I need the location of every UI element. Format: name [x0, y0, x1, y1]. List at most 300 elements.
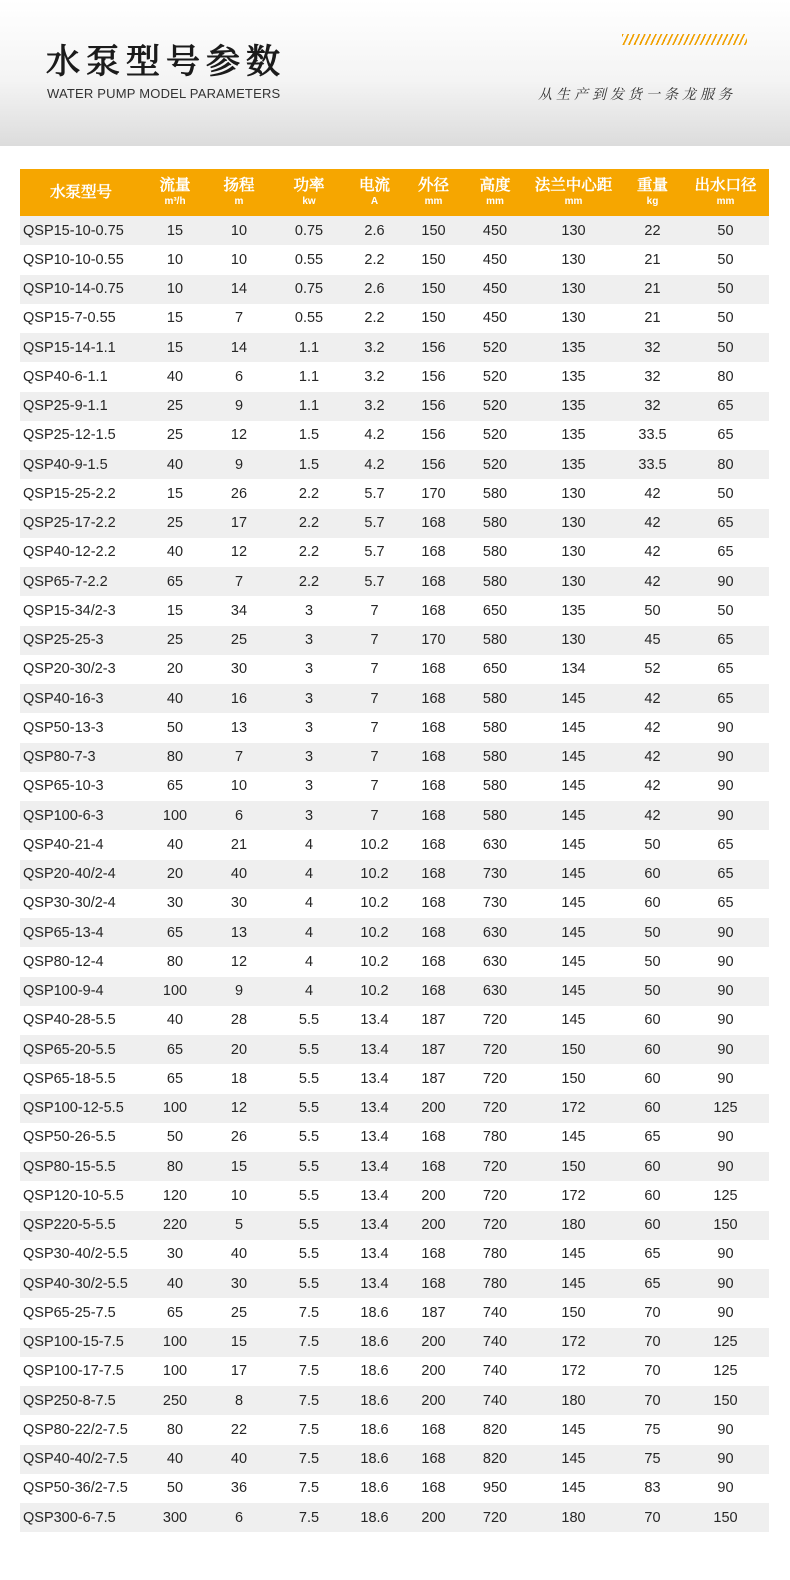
column-header [270, 169, 348, 216]
table-cell: 200 [421, 1363, 446, 1380]
model-cell: QSP80-15-5.5 [23, 1158, 116, 1175]
table-cell: 4 [304, 836, 314, 853]
table-cell: 10 [230, 778, 248, 795]
table-cell: 10.2 [360, 895, 389, 912]
table-cell: 7 [370, 719, 379, 736]
table-cell: 172 [561, 1363, 586, 1380]
table-cell: 90 [717, 1041, 734, 1058]
table-cell: 5.5 [298, 1129, 320, 1146]
table-cell: 145 [561, 1451, 586, 1468]
table-cell: 168 [421, 1246, 446, 1263]
table-cell: 50 [166, 1480, 184, 1497]
table-cell: 80 [717, 368, 734, 385]
table-row [20, 743, 769, 772]
table-cell: 15 [166, 485, 184, 502]
model-cell: QSP300-6-7.5 [23, 1509, 116, 1526]
table-cell: 50 [717, 310, 734, 327]
model-cell: QSP50-36/2-7.5 [23, 1480, 128, 1497]
table-cell: 630 [482, 836, 508, 853]
table-cell: 90 [717, 1421, 734, 1438]
table-cell: 1.1 [298, 368, 320, 385]
model-cell: QSP80-22/2-7.5 [23, 1421, 128, 1438]
table-cell: 820 [482, 1421, 508, 1438]
table-cell: 42 [644, 515, 661, 532]
table-cell: 50 [717, 251, 734, 268]
model-cell: QSP40-16-3 [23, 690, 104, 707]
table-row [20, 245, 769, 274]
table-cell: 90 [717, 1451, 734, 1468]
table-cell: 18.6 [360, 1334, 389, 1351]
table-cell: 156 [421, 368, 446, 385]
table-row [20, 1064, 769, 1093]
model-cell: QSP65-10-3 [23, 778, 104, 795]
table-cell: 135 [561, 427, 586, 444]
column-header [348, 169, 401, 216]
table-cell: 200 [421, 1100, 446, 1117]
table-cell: 130 [561, 632, 586, 649]
table-cell: 32 [644, 398, 661, 415]
table-cell: 3 [304, 778, 314, 795]
table-cell: 520 [482, 456, 508, 473]
table-cell: 20 [166, 661, 184, 678]
table-cell: 40 [166, 1012, 184, 1029]
table-cell: 187 [421, 1041, 446, 1058]
model-cell: QSP40-40/2-7.5 [23, 1451, 128, 1468]
table-row [20, 538, 769, 567]
column-header-unit: mm [564, 195, 583, 207]
table-cell: 13.4 [360, 1041, 389, 1058]
table-cell: 50 [717, 602, 734, 619]
table-cell: 3 [304, 719, 314, 736]
table-cell: 40 [166, 544, 184, 561]
table-cell: 7.5 [298, 1421, 320, 1438]
table-cell: 50 [644, 602, 661, 619]
model-cell: QSP10-14-0.75 [23, 281, 124, 298]
table-cell: 18.6 [360, 1480, 389, 1497]
table-row [20, 918, 769, 947]
table-cell: 90 [717, 1129, 734, 1146]
column-header [524, 169, 623, 216]
table-cell: 145 [561, 1421, 586, 1438]
table-cell: 730 [482, 895, 508, 912]
table-cell: 7 [234, 310, 244, 327]
table-cell: 168 [421, 544, 446, 561]
table-cell: 10 [230, 222, 248, 239]
table-cell: 145 [561, 1246, 586, 1263]
table-cell: 580 [482, 573, 508, 590]
table-cell: 168 [421, 1421, 446, 1438]
table-cell: 80 [717, 456, 734, 473]
table-cell: 30 [166, 895, 184, 912]
table-cell: 33.5 [638, 456, 667, 473]
table-row [20, 830, 769, 859]
column-header-unit: mm [486, 195, 504, 207]
table-cell: 135 [561, 398, 586, 415]
column-header-unit: kw [302, 195, 316, 207]
table-cell: 65 [166, 1041, 184, 1058]
table-cell: 168 [421, 1480, 446, 1497]
table-cell: 13.4 [360, 1100, 389, 1117]
table-cell: 200 [421, 1217, 446, 1234]
table-cell: 168 [421, 924, 446, 941]
table-cell: 5.7 [364, 573, 385, 590]
table-row [20, 1211, 769, 1240]
table-cell: 45 [644, 632, 661, 649]
table-cell: 60 [644, 1070, 661, 1087]
table-cell: 21 [644, 310, 661, 327]
table-cell: 145 [561, 690, 586, 707]
table-cell: 180 [561, 1217, 586, 1234]
table-cell: 65 [166, 573, 184, 590]
table-cell: 5.7 [364, 544, 385, 561]
table-cell: 80 [166, 749, 184, 766]
table-cell: 134 [561, 661, 586, 678]
table-cell: 50 [717, 281, 734, 298]
column-header-unit: mm [716, 195, 735, 207]
table-cell: 450 [482, 222, 508, 239]
table-cell: 60 [644, 1217, 661, 1234]
table-cell: 90 [717, 953, 734, 970]
table-cell: 7 [370, 602, 379, 619]
table-cell: 145 [561, 719, 586, 736]
table-cell: 18.6 [360, 1392, 389, 1409]
table-cell: 9 [234, 983, 244, 1000]
table-cell: 520 [482, 427, 508, 444]
table-cell: 13.4 [360, 1187, 389, 1204]
table-cell: 30 [230, 1275, 248, 1292]
table-cell: 90 [717, 1070, 734, 1087]
table-cell: 7 [370, 632, 379, 649]
page-subtitle: WATER PUMP MODEL PARAMETERS [47, 86, 281, 101]
decorative-slashes [622, 34, 747, 45]
table-cell: 145 [561, 1275, 586, 1292]
table-cell: 50 [717, 485, 734, 502]
table-cell: 156 [421, 427, 446, 444]
table-cell: 5.5 [298, 1275, 320, 1292]
table-cell: 168 [421, 602, 446, 619]
table-cell: 18.6 [360, 1451, 389, 1468]
table-cell: 12 [230, 953, 248, 970]
table-cell: 4 [304, 866, 314, 883]
table-cell: 740 [482, 1334, 508, 1351]
table-row [20, 1298, 769, 1327]
table-cell: 150 [421, 222, 446, 239]
table-cell: 5.7 [364, 485, 385, 502]
table-cell: 200 [421, 1509, 446, 1526]
table-cell: 40 [230, 1246, 248, 1263]
table-cell: 172 [561, 1334, 586, 1351]
table-cell: 60 [644, 1100, 661, 1117]
table-cell: 8 [234, 1392, 244, 1409]
table-row [20, 1094, 769, 1123]
table-cell: 125 [713, 1187, 738, 1204]
table-cell: 150 [561, 1304, 586, 1321]
table-cell: 4 [304, 895, 314, 912]
table-cell: 168 [421, 866, 446, 883]
table-cell: 15 [166, 602, 184, 619]
table-cell: 7.5 [298, 1392, 320, 1409]
table-cell: 0.55 [294, 251, 324, 268]
table-row [20, 801, 769, 830]
table-cell: 135 [561, 602, 586, 619]
table-cell: 20 [166, 866, 184, 883]
table-cell: 0.75 [294, 281, 324, 298]
table-cell: 4.2 [364, 427, 385, 444]
table-row [20, 1006, 769, 1035]
table-cell: 40 [166, 836, 184, 853]
table-cell: 65 [166, 924, 184, 941]
model-cell: QSP100-15-7.5 [23, 1334, 124, 1351]
table-cell: 5.5 [298, 1012, 320, 1029]
table-cell: 168 [421, 895, 446, 912]
table-cell: 156 [421, 398, 446, 415]
table-cell: 150 [713, 1509, 738, 1526]
table-cell: 50 [717, 222, 734, 239]
table-cell: 90 [717, 924, 734, 941]
table-cell: 950 [482, 1480, 508, 1497]
column-header [208, 169, 270, 216]
table-cell: 21 [644, 281, 661, 298]
column-header-unit: kg [646, 195, 659, 207]
table-cell: 42 [644, 690, 661, 707]
table-cell: 1.5 [298, 427, 320, 444]
table-cell: 36 [230, 1480, 248, 1497]
table-cell: 2.2 [298, 573, 320, 590]
model-cell: QSP25-9-1.1 [23, 398, 108, 415]
table-cell: 150 [421, 251, 446, 268]
table-cell: 2.2 [364, 251, 385, 268]
table-cell: 50 [644, 983, 661, 1000]
column-header [142, 169, 208, 216]
table-cell: 130 [561, 573, 586, 590]
table-cell: 150 [713, 1217, 738, 1234]
table-cell: 168 [421, 1275, 446, 1292]
table-row [20, 1328, 769, 1357]
table-row [20, 772, 769, 801]
table-cell: 40 [166, 690, 184, 707]
table-cell: 17 [230, 1363, 248, 1380]
table-cell: 156 [421, 456, 446, 473]
table-cell: 15 [230, 1158, 248, 1175]
table-cell: 65 [717, 866, 734, 883]
table-cell: 50 [644, 924, 661, 941]
table-cell: 10.2 [360, 866, 389, 883]
table-cell: 172 [561, 1100, 586, 1117]
table-cell: 10 [230, 251, 248, 268]
table-cell: 168 [421, 807, 446, 824]
table-cell: 720 [482, 1187, 508, 1204]
table-row [20, 1503, 769, 1532]
table-row [20, 1181, 769, 1210]
table-cell: 580 [482, 515, 508, 532]
table-cell: 250 [162, 1392, 188, 1409]
table-cell: 13 [230, 719, 248, 736]
table-cell: 21 [644, 251, 661, 268]
table-cell: 10.2 [360, 836, 389, 853]
table-cell: 168 [421, 1451, 446, 1468]
model-cell: QSP40-21-4 [23, 836, 104, 853]
table-cell: 90 [717, 983, 734, 1000]
table-row [20, 1445, 769, 1474]
table-cell: 65 [166, 778, 184, 795]
table-cell: 70 [644, 1304, 661, 1321]
table-cell: 130 [561, 515, 586, 532]
model-cell: QSP25-25-3 [23, 632, 104, 649]
table-cell: 150 [421, 281, 446, 298]
table-row [20, 713, 769, 742]
table-row [20, 1415, 769, 1444]
table-cell: 150 [561, 1041, 586, 1058]
table-cell: 40 [166, 368, 184, 385]
table-cell: 7.5 [298, 1334, 320, 1351]
table-cell: 5.5 [298, 1158, 320, 1175]
table-cell: 7 [234, 573, 244, 590]
column-header-label: 水泵型号 [49, 182, 112, 201]
table-cell: 3 [304, 602, 314, 619]
table-cell: 100 [162, 1363, 188, 1380]
model-cell: QSP30-30/2-4 [23, 895, 116, 912]
table-cell: 780 [482, 1246, 508, 1263]
table-cell: 5.7 [364, 515, 385, 532]
table-cell: 13.4 [360, 1158, 389, 1175]
table-cell: 25 [166, 398, 184, 415]
table-cell: 7.5 [298, 1480, 320, 1497]
table-cell: 9 [234, 456, 244, 473]
table-cell: 168 [421, 953, 446, 970]
table-body [20, 216, 769, 1532]
table-cell: 42 [644, 544, 661, 561]
table-cell: 90 [717, 573, 734, 590]
table-cell: 14 [230, 339, 248, 356]
table-cell: 720 [482, 1217, 508, 1234]
table-cell: 25 [166, 515, 184, 532]
column-header-label: 重量 [636, 176, 668, 195]
table-cell: 3 [304, 749, 314, 766]
table-cell: 10.2 [360, 953, 389, 970]
column-header-unit: m [234, 195, 244, 207]
table-cell: 7.5 [298, 1304, 320, 1321]
column-header [623, 169, 682, 216]
table-cell: 42 [644, 573, 661, 590]
table-cell: 42 [644, 749, 661, 766]
table-cell: 26 [230, 485, 248, 502]
table-cell: 1.5 [298, 456, 320, 473]
table-cell: 12 [230, 1100, 248, 1117]
model-cell: QSP220-5-5.5 [23, 1217, 116, 1234]
model-cell: QSP20-30/2-3 [23, 661, 116, 678]
model-cell: QSP20-40/2-4 [23, 866, 116, 883]
table-cell: 15 [166, 310, 184, 327]
table-cell: 65 [644, 1129, 661, 1146]
column-header-label: 流量 [159, 176, 191, 195]
table-cell: 7.5 [298, 1509, 320, 1526]
table-cell: 65 [717, 661, 734, 678]
table-cell: 10.2 [360, 983, 389, 1000]
table-cell: 65 [166, 1070, 184, 1087]
table-row [20, 304, 769, 333]
table-cell: 5 [234, 1217, 244, 1234]
table-cell: 60 [644, 1187, 661, 1204]
table-cell: 70 [644, 1363, 661, 1380]
table-row [20, 1269, 769, 1298]
column-header [466, 169, 524, 216]
table-row [20, 1240, 769, 1269]
table-cell: 90 [717, 749, 734, 766]
model-cell: QSP15-7-0.55 [23, 310, 116, 327]
table-row [20, 1123, 769, 1152]
table-row [20, 450, 769, 479]
table-cell: 30 [166, 1246, 184, 1263]
model-cell: QSP40-12-2.2 [23, 544, 116, 561]
table-row [20, 567, 769, 596]
table-cell: 630 [482, 983, 508, 1000]
table-cell: 13 [230, 924, 248, 941]
table-cell: 10 [166, 281, 184, 298]
table-cell: 13.4 [360, 1070, 389, 1087]
table-cell: 40 [230, 1451, 248, 1468]
table-cell: 7 [370, 778, 379, 795]
table-cell: 120 [162, 1187, 188, 1204]
table-cell: 33.5 [638, 427, 667, 444]
table-cell: 520 [482, 339, 508, 356]
table-cell: 180 [561, 1509, 586, 1526]
column-header-label: 电流 [358, 176, 390, 195]
table-row [20, 392, 769, 421]
table-cell: 15 [166, 339, 184, 356]
model-cell: QSP15-14-1.1 [23, 339, 116, 356]
table-row [20, 216, 769, 245]
table-cell: 13.4 [360, 1129, 389, 1146]
table-cell: 65 [644, 1275, 661, 1292]
table-row [20, 860, 769, 889]
table-cell: 4 [304, 983, 314, 1000]
model-cell: QSP65-13-4 [23, 924, 104, 941]
table-cell: 5.5 [298, 1070, 320, 1087]
table-cell: 220 [162, 1217, 188, 1234]
table-cell: 7.5 [298, 1451, 320, 1468]
table-cell: 740 [482, 1363, 508, 1380]
table-cell: 90 [717, 1275, 734, 1292]
model-cell: QSP65-20-5.5 [23, 1041, 116, 1058]
table-cell: 5.5 [298, 1187, 320, 1204]
model-cell: QSP65-7-2.2 [23, 573, 108, 590]
table-cell: 168 [421, 1129, 446, 1146]
table-cell: 145 [561, 807, 586, 824]
table-cell: 18.6 [360, 1509, 389, 1526]
table-cell: 18.6 [360, 1421, 389, 1438]
column-header-label: 功率 [293, 176, 325, 195]
table-cell: 130 [561, 544, 586, 561]
table-cell: 90 [717, 778, 734, 795]
table-cell: 2.2 [364, 310, 385, 327]
table-cell: 4 [304, 924, 314, 941]
table-cell: 9 [234, 398, 244, 415]
table-cell: 40 [166, 456, 184, 473]
table-cell: 18.6 [360, 1304, 389, 1321]
table-cell: 50 [644, 953, 661, 970]
table-cell: 168 [421, 719, 446, 736]
table-cell: 4.2 [364, 456, 385, 473]
model-cell: QSP100-6-3 [23, 807, 104, 824]
model-cell: QSP15-10-0.75 [23, 222, 124, 239]
table-cell: 145 [561, 1012, 586, 1029]
table-cell: 18 [230, 1070, 248, 1087]
table-row [20, 479, 769, 508]
model-cell: QSP80-12-4 [23, 953, 104, 970]
table-cell: 180 [561, 1392, 586, 1409]
table-cell: 13.4 [360, 1012, 389, 1029]
table-row [20, 1386, 769, 1415]
